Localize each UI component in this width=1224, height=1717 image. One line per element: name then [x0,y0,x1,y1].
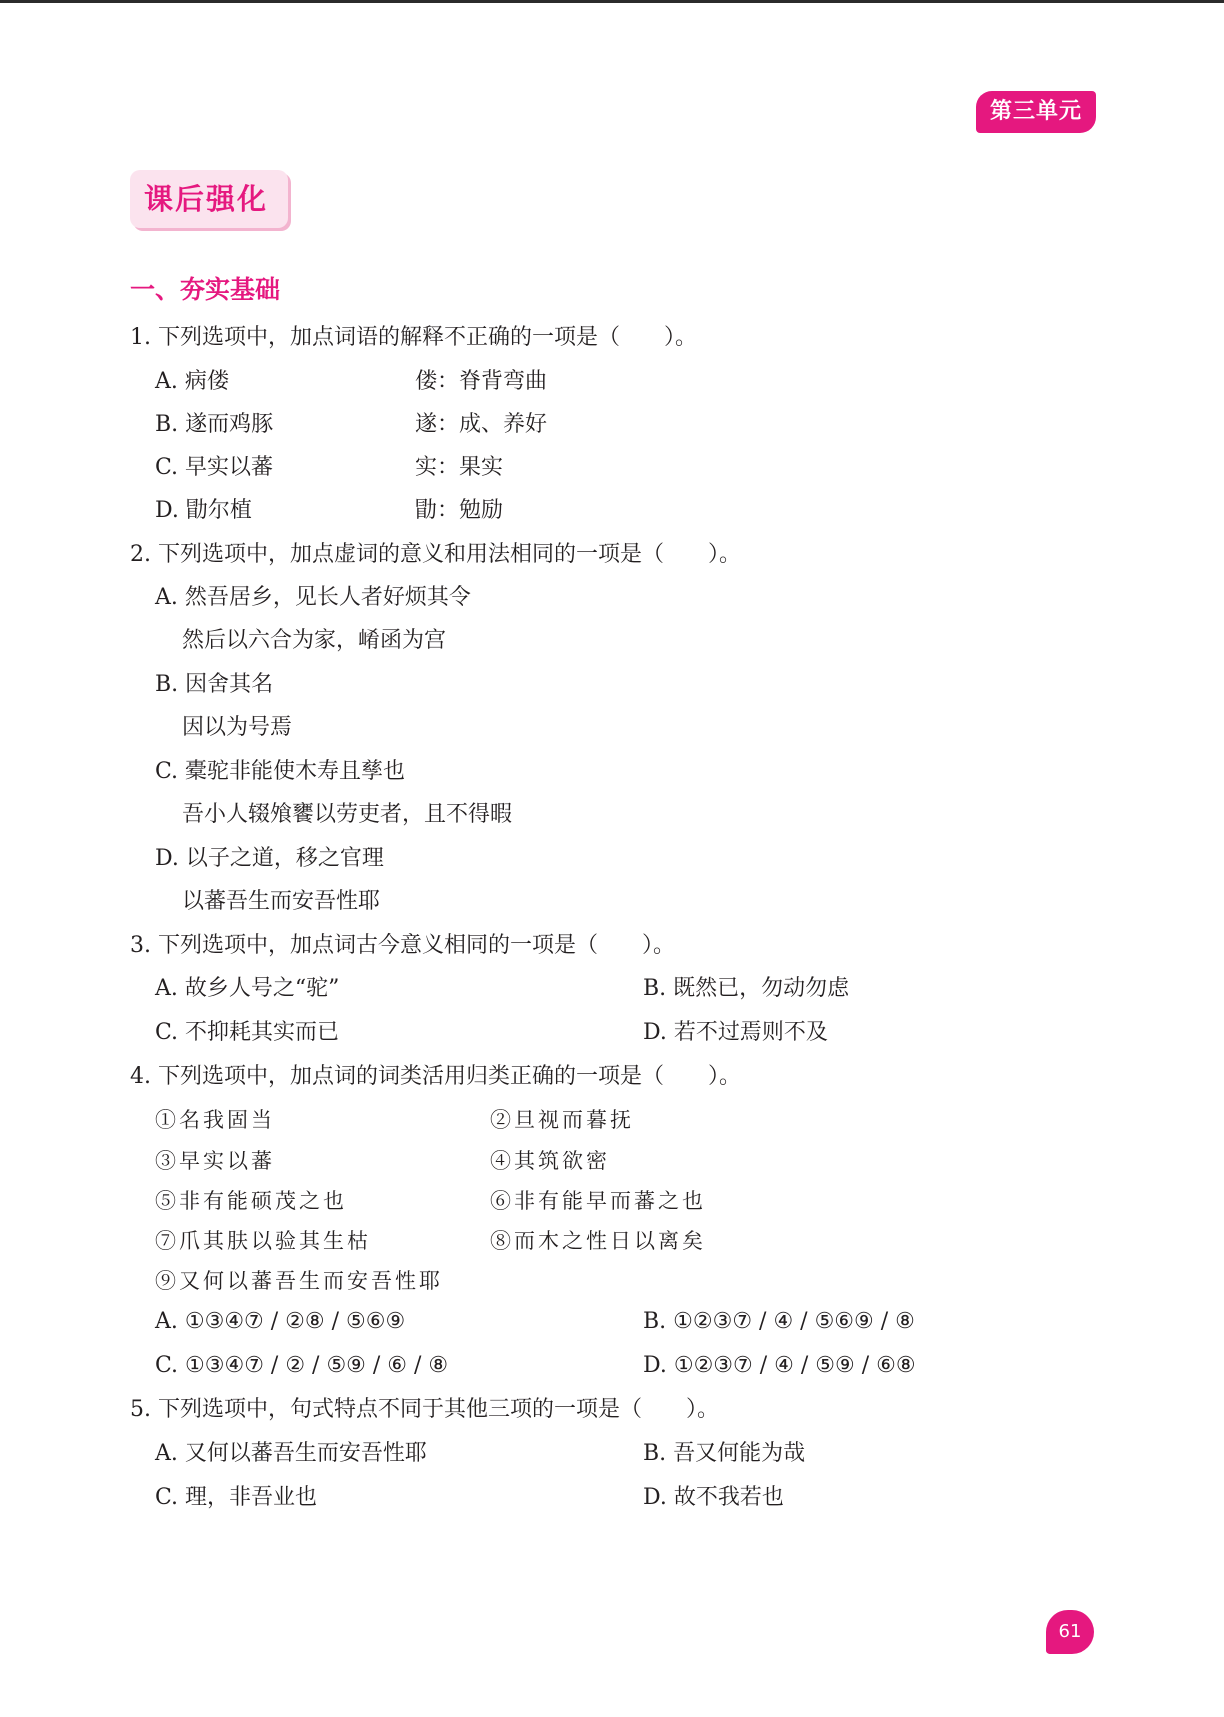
question-1-option-a-gloss: 偻：脊背弯曲 [415,369,548,394]
question-1-option-c: C. 早实以蕃 [155,455,274,480]
question-3-stem: 3. 下列选项中，加点词古今意义相同的一项是（ ）。 [130,933,675,958]
question-5-option-c: C. 理，非吾业也 [155,1485,318,1510]
question-2-option-a-line1: A. 然吾居乡，见长人者好烦其令 [155,585,471,610]
question-3-option-d: D. 若不过焉则不及 [643,1020,828,1045]
question-4-item-9: ⑨又何以蕃吾生而安吾性耶 [155,1269,443,1293]
question-5-option-d: D. 故不我若也 [643,1485,784,1510]
question-4-item-6: ⑥非有能早而蕃之也 [490,1189,706,1213]
subheading: 一、夯实基础 [130,275,281,304]
question-4-item-5: ⑤非有能硕茂之也 [155,1189,347,1213]
question-2-option-b-line2: 因以为号焉 [182,715,293,740]
question-4-option-b: B. ①②③⑦ / ④ / ⑤⑥⑨ / ⑧ [643,1309,915,1334]
question-3-option-a: A. 故乡人号之“驼” [155,976,340,1001]
question-1-option-b: B. 遂而鸡豚 [155,412,274,437]
question-2-stem: 2. 下列选项中，加点虚词的意义和用法相同的一项是（ ）。 [130,542,741,567]
question-2-option-c-line1: C. 橐驼非能使木寿且孳也 [155,759,406,784]
question-5-stem: 5. 下列选项中，句式特点不同于其他三项的一项是（ ）。 [130,1397,719,1422]
question-3-option-b: B. 既然已，勿动勿虑 [643,976,850,1001]
question-4-item-3: ③早实以蕃 [155,1149,275,1173]
question-2-option-c-line2: 吾小人辍飧饔以劳吏者，且不得暇 [182,802,513,827]
unit-badge: 第三单元 [976,91,1096,133]
question-1-option-a: A. 病偻 [155,369,229,394]
question-5-option-a: A. 又何以蕃吾生而安吾性耶 [155,1441,427,1466]
top-border-line [0,0,1224,3]
question-2-option-d-line1: D. 以子之道，移之官理 [155,846,384,871]
question-2-option-b-line1: B. 因舍其名 [155,672,274,697]
question-4-item-1: ①名我固当 [155,1108,275,1132]
question-4-item-4: ④其筑欲密 [490,1149,610,1173]
question-4-stem: 4. 下列选项中，加点词的词类活用归类正确的一项是（ ）。 [130,1064,741,1089]
question-5-option-b: B. 吾又何能为哉 [643,1441,806,1466]
question-4-option-a: A. ①③④⑦ / ②⑧ / ⑤⑥⑨ [155,1309,406,1334]
section-title: 课后强化 [130,170,288,228]
question-2-option-a-line2: 然后以六合为家，崤函为宫 [182,628,447,653]
question-3-option-c: C. 不抑耗其实而已 [155,1020,340,1045]
question-1-option-c-gloss: 实：果实 [415,455,504,480]
question-1-option-d-gloss: 勖：勉励 [415,498,504,523]
question-2-option-d-line2: 以蕃吾生而安吾性耶 [182,889,381,914]
page-number-badge: 61 [1046,1610,1094,1654]
question-4-option-c: C. ①③④⑦ / ② / ⑤⑨ / ⑥ / ⑧ [155,1353,449,1378]
question-1-option-b-gloss: 遂：成、养好 [415,412,548,437]
question-4-item-8: ⑧而木之性日以离矣 [490,1229,706,1253]
question-4-item-2: ②旦视而暮抚 [490,1108,634,1132]
question-4-option-d: D. ①②③⑦ / ④ / ⑤⑨ / ⑥⑧ [643,1353,916,1378]
question-1-stem: 1. 下列选项中，加点词语的解释不正确的一项是（ ）。 [130,325,697,350]
question-4-item-7: ⑦爪其肤以验其生枯 [155,1229,371,1253]
question-1-option-d: D. 勖尔植 [155,498,252,523]
